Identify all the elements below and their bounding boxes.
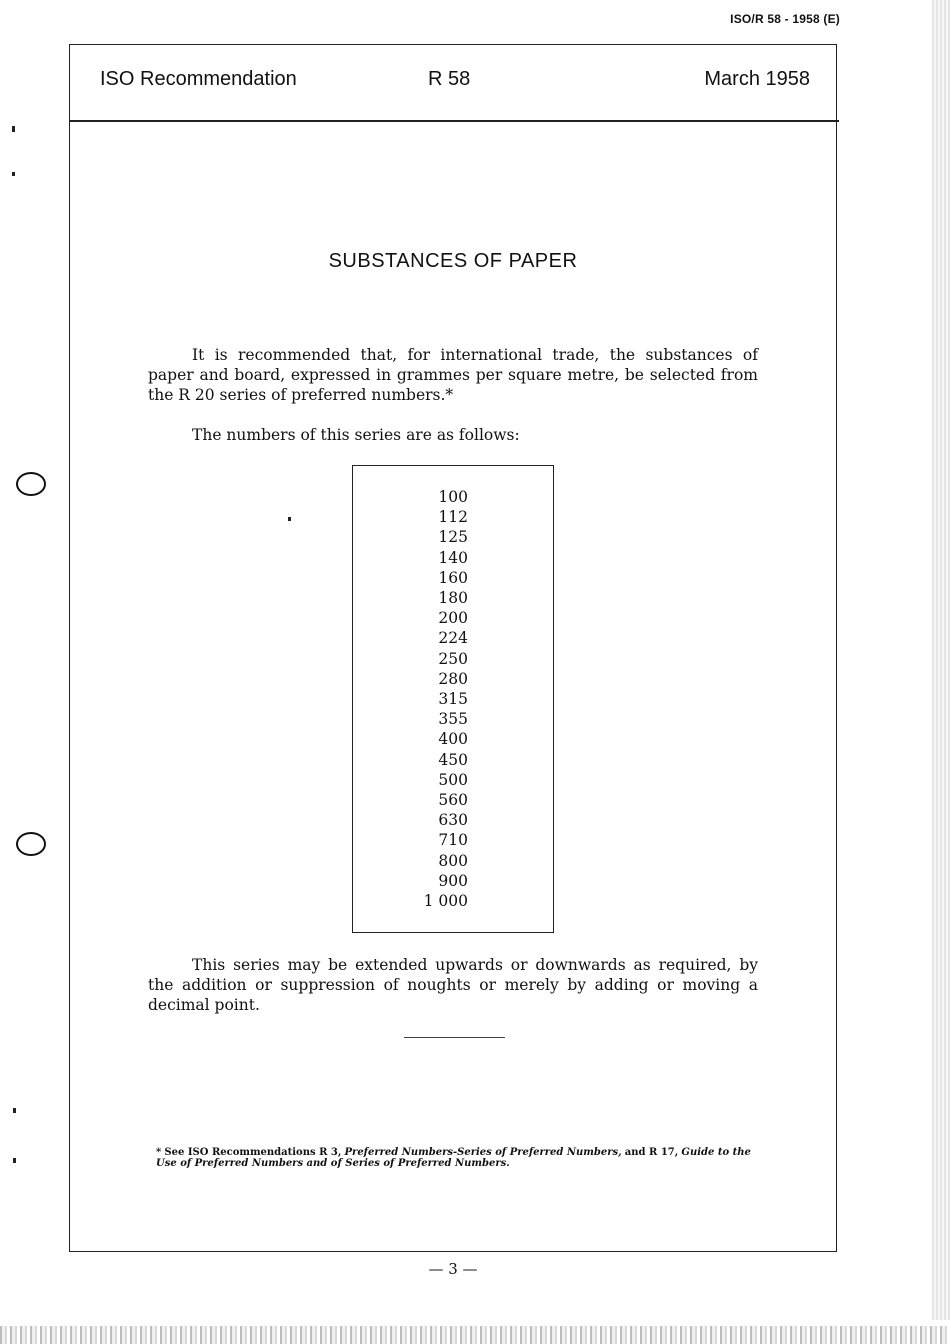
punch-hole-bottom xyxy=(16,832,46,856)
series-intro-paragraph: The numbers of this series are as follows: xyxy=(192,426,520,444)
document-title: SUBSTANCES OF PAPER xyxy=(328,250,578,272)
header-divider xyxy=(69,120,839,122)
series-value: 224 xyxy=(438,629,468,648)
series-value: 125 xyxy=(438,528,468,547)
scan-edge-bottom xyxy=(0,1326,950,1344)
section-divider xyxy=(404,1037,505,1038)
footnote-text-1: See ISO Recommendations R 3, xyxy=(164,1147,342,1158)
scan-speck xyxy=(12,172,15,176)
footnote-title-2: Guide to the Use of Preferred Numbers and of Series of Preferred Numbers. xyxy=(156,1147,751,1169)
series-value: 900 xyxy=(438,871,468,890)
footnote-mark: * xyxy=(156,1147,162,1158)
series-table xyxy=(352,465,554,933)
header-date: March 1958 xyxy=(704,68,810,90)
series-value: 800 xyxy=(438,851,468,870)
series-value: 1 000 xyxy=(423,892,468,911)
series-value: 280 xyxy=(438,669,468,688)
header-series: ISO Recommendation xyxy=(100,68,297,90)
series-value: 355 xyxy=(438,710,468,729)
series-value: 500 xyxy=(438,770,468,789)
series-value: 315 xyxy=(438,690,468,709)
footnote-text-2: and R 17, xyxy=(624,1147,679,1158)
series-value: 250 xyxy=(438,649,468,668)
document-reference: ISO/R 58 - 1958 (E) xyxy=(730,12,840,26)
page-number: — 3 — xyxy=(428,1260,478,1278)
series-value: 112 xyxy=(438,508,468,527)
series-value: 560 xyxy=(438,791,468,810)
series-value: 200 xyxy=(438,609,468,628)
series-value: 180 xyxy=(438,589,468,608)
series-value: 160 xyxy=(438,568,468,587)
series-value: 630 xyxy=(438,811,468,830)
scan-speck xyxy=(13,1108,16,1113)
series-value: 100 xyxy=(438,488,468,506)
header-number: R 58 xyxy=(428,68,471,90)
footnote xyxy=(156,1147,766,1169)
scan-speck xyxy=(12,126,15,132)
series-value: 710 xyxy=(438,831,468,850)
scan-speck xyxy=(13,1158,16,1163)
series-value: 140 xyxy=(438,548,468,567)
punch-hole-top xyxy=(16,472,46,496)
footnote-title-1: Preferred Numbers-Series of Preferred Numbers, xyxy=(344,1147,622,1158)
scan-edge-right xyxy=(932,0,950,1320)
extension-paragraph: This series may be extended upwards or downwards as required, by the addition or suppression of noughts or merely by adding or moving a decimal point. xyxy=(148,956,758,1014)
series-value: 450 xyxy=(438,750,468,769)
series-value: 400 xyxy=(438,730,468,749)
intro-paragraph: It is recommended that, for international trade, the substances of paper and board, expressed in grammes per square metre, be selected from the R 20 series of preferred numbers.* xyxy=(148,346,758,404)
series-list xyxy=(424,487,468,911)
